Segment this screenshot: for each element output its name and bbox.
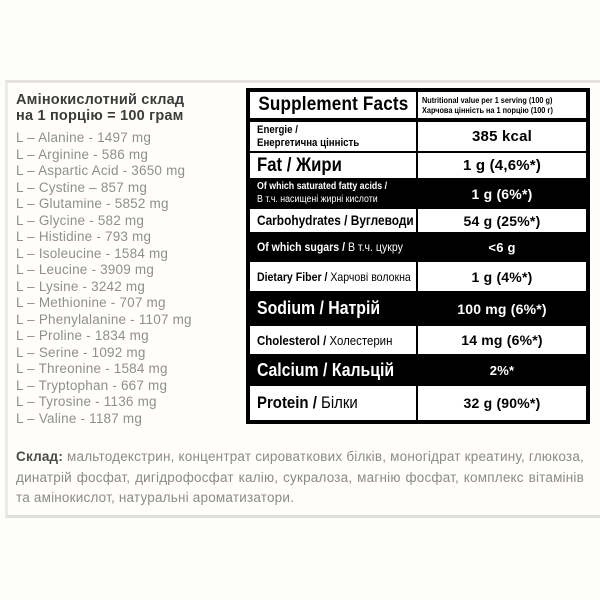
serving-note-cell — [418, 92, 586, 118]
amino-item: L – Threonine - 1584 mg — [16, 361, 168, 376]
fact-row-fat — [250, 151, 586, 178]
fact-row-protein — [250, 384, 586, 420]
supplement-facts-table — [246, 88, 590, 424]
fact-value-fat: 1 g (4,6%*) — [462, 157, 542, 174]
amino-item: L – Glutamine - 5852 mg — [16, 196, 169, 211]
amino-item: L – Leucine - 3909 mg — [16, 262, 155, 277]
facts-title-cell — [250, 92, 418, 118]
amino-item: L – Tyrosine - 1136 mg — [16, 394, 157, 409]
amino-title-line1: Амінокислотний склад — [16, 92, 185, 108]
fact-label-cholesterol: Cholesterol / Холестерин — [250, 326, 418, 354]
amino-item: L – Serine - 1092 mg — [16, 344, 146, 360]
fact-row-satfat — [250, 178, 586, 207]
fact-value-fiber: 1 g (4%*) — [471, 268, 533, 285]
amino-item: L – Tryptophan - 667 mg — [16, 377, 168, 393]
amino-item: L – Proline - 1834 mg — [16, 328, 149, 343]
amino-title-line2: на 1 порцію = 100 грам — [16, 108, 184, 124]
fact-value-protein: 32 g (90%*) — [463, 395, 541, 411]
amino-item: L – Glycine - 582 mg — [16, 212, 145, 228]
amino-item: L – Phenylalanine - 1107 mg — [16, 311, 192, 327]
facts-header-row — [250, 92, 586, 122]
amino-list — [16, 130, 248, 427]
fact-value-carbs: 54 g (25%*) — [463, 212, 541, 229]
fact-label-satfat: Of which saturated fatty acids / В т.ч. насищені жирні кислоти — [250, 180, 418, 207]
amino-item: L – Valine - 1187 mg — [16, 410, 143, 426]
fact-value-energie: 385 kcal — [472, 128, 532, 145]
amino-item: L – Aspartic Acid - 3650 mg — [16, 163, 186, 178]
fact-label-fat: Fat / Жири — [250, 153, 418, 178]
fact-label-energie: Energie / Енергетична цінність — [250, 122, 418, 151]
fact-row-energie — [250, 122, 586, 151]
fact-row-calcium — [250, 354, 586, 384]
ingredients-label: Склад: — [16, 449, 64, 464]
amino-item: L – Cystine – 857 mg — [16, 179, 148, 195]
fact-label-sodium: Sodium / Натрій — [250, 293, 418, 324]
fact-row-carbs — [250, 207, 586, 232]
fact-value-calcium: 2%* — [489, 362, 515, 378]
fact-value-sodium: 100 mg (6%*) — [457, 300, 547, 317]
facts-rows — [250, 122, 586, 420]
fact-value-sugars: <6 g — [488, 239, 516, 255]
amino-item: L – Isoleucine - 1584 mg — [16, 245, 169, 261]
fact-label-sugars: Of which sugars / В т.ч. цукру — [250, 234, 418, 260]
fact-value-satfat: 1 g (6%*) — [471, 185, 533, 202]
serving-note-line2: Харчова цінність на 1 порцію (100 г) — [422, 105, 553, 115]
facts-title: Supplement Facts — [257, 94, 409, 115]
amino-item: L – Lysine - 3242 mg — [16, 278, 146, 294]
serving-note-line1: Nutritional value per 1 serving (100 g) — [422, 94, 553, 105]
fact-label-protein: Protein / Білки — [250, 386, 418, 420]
amino-panel — [16, 92, 248, 427]
fact-value-cholesterol: 14 mg (6%*) — [461, 332, 543, 348]
fact-label-calcium: Calcium / Кальцій — [250, 356, 418, 384]
amino-item: L – Methionine - 707 mg — [16, 295, 166, 310]
fact-row-sugars — [250, 232, 586, 260]
amino-title — [16, 92, 248, 124]
fact-row-fiber — [250, 260, 586, 291]
amino-item: L – Alanine - 1497 mg — [16, 130, 152, 145]
ingredients-paragraph — [16, 447, 584, 509]
fact-row-sodium — [250, 291, 586, 324]
fact-label-fiber: Dietary Fiber / Харчові волокна — [250, 262, 418, 291]
fact-row-cholesterol — [250, 324, 586, 354]
amino-item: L – Arginine - 586 mg — [16, 146, 149, 162]
fact-label-carbs: Carbohydrates / Вуглеводи — [250, 209, 418, 232]
amino-item: L – Histidine - 793 mg — [16, 229, 152, 244]
ingredients-text: мальтодекстрин, концентрат сироваткових білків, моногідрат креатину, глюкоза, динатрій фосфат, дигідрофосфат калію, сукралоза, магнію фосфат, комплекс вітамінів та амінокислот, натуральні ароматизатори. — [16, 449, 584, 505]
